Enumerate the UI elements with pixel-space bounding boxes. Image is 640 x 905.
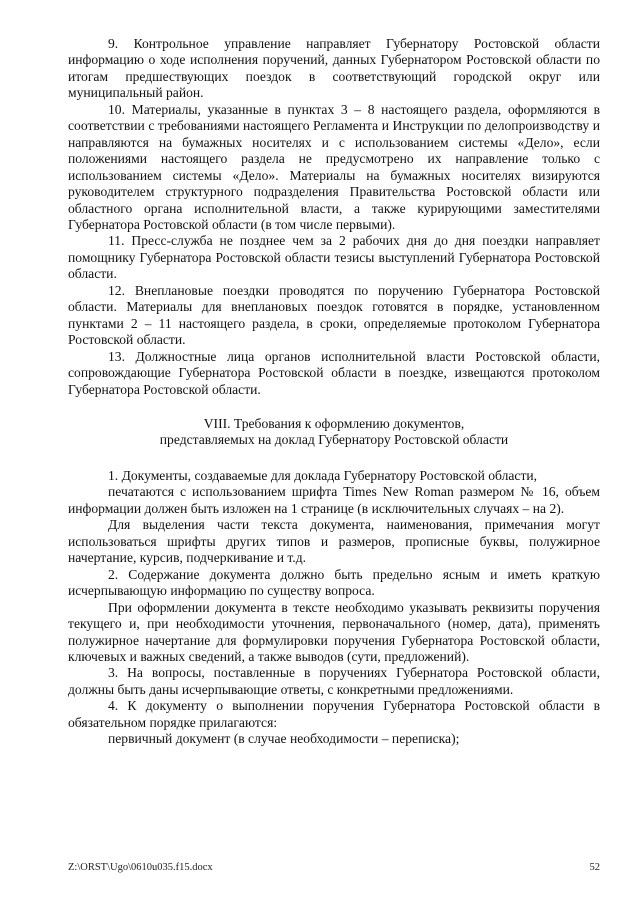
section-heading-line2: представляемых на доклад Губернатору Ростовской области xyxy=(159,432,509,448)
paragraph-item-4: 4. К документу о выполнении поручения Губернатора Ростовской области в обязательном порядке прилагаются: xyxy=(68,698,600,730)
paragraph-9: 9. Контрольное управление направляет Губернатору Ростовской области информацию о ходе исполнения поручений, данных Губернатором Ростовской области по итогам предшествующих поездок в соответствующий городской округ или муниципальный район. xyxy=(68,36,600,101)
item-1-first-line: 1. Документы, создаваемые для доклада Губернатору Ростовской области, xyxy=(108,467,538,483)
paragraph-requisites: При оформлении документа в тексте необходимо указывать реквизиты поручения текущего и, при необходимости уточнения, первоначального (номер, дата), применять полужирное начертание для формулировки поручения Губернатора Ростовской области, ключевых и важных сведений, а также выводов (сути, предложений). xyxy=(68,599,600,664)
paragraph-primary-document: первичный документ (в случае необходимости – переписка); xyxy=(108,731,460,747)
paragraph-item-2: 2. Содержание документа должно быть предельно ясным и иметь краткую исчерпывающую информацию по существу вопроса. xyxy=(68,566,600,599)
paragraph-highlighting: Для выделения части текста документа, наименования, примечания могут использоваться шрифты других типов и размеров, прописные буквы, полужирное начертание, курсив, подчеркивание и т.д. xyxy=(68,517,600,566)
paragraph-item-3: 3. На вопросы, поставленные в поручениях Губернатора Ростовской области, должны быть даны исчерпывающие ответы, с конкретными предложениями. xyxy=(68,665,600,697)
item-1-continuation: печатаются с использованием шрифта Times New Roman размером № 16, объем информации должен быть изложен на 1 странице (в исключительных случаях – на 2). xyxy=(68,484,600,516)
page-footer xyxy=(68,862,600,873)
paragraph-10: 10. Материалы, указанные в пунктах 3 – 8 настоящего раздела, оформляются в соответствии с требованиями настоящего Регламента и Инструкции по делопроизводству и направляются на бумажных носителях и с использованием системы «Дело», если положениями настоящего раздела не предусмотрено их направление только с использованием системы «Дело». Материалы на бумажных носителях визируются руководителем структурного подразделения Правительства Ростовской области или областного органа исполнительной власти, а также курирующими заместителями Губернатора Ростовской области (в том числе первыми). xyxy=(68,101,600,232)
footer-page-number: 52 xyxy=(589,862,600,873)
document-body xyxy=(68,36,600,748)
paragraph-12: 12. Внеплановые поездки проводятся по поручению Губернатора Ростовской области. Материалы для внеплановых поездок готовятся в порядке, установленном пунктами 2 – 11 настоящего раздела, в сроки, определяемые протоколом Губернатора Ростовской области. xyxy=(68,282,600,348)
paragraph-13: 13. Должностные лица органов исполнительной власти Ростовской области, сопровождающие Губернатора Ростовской области в поездке, извещаются протоколом Губернатора Ростовской области. xyxy=(68,348,600,397)
section-heading-line1: VIII. Требования к оформлению документов, xyxy=(203,415,465,431)
section-heading xyxy=(68,416,600,449)
footer-file-path: Z:\ORST\Ugo\0610u035.f15.docx xyxy=(68,862,213,873)
paragraph-11: 11. Пресс-служба не позднее чем за 2 рабочих дня до дня поездки направляет помощнику Губернатора Ростовской области тезисы выступлений Губернатора Ростовской области. xyxy=(68,233,600,282)
